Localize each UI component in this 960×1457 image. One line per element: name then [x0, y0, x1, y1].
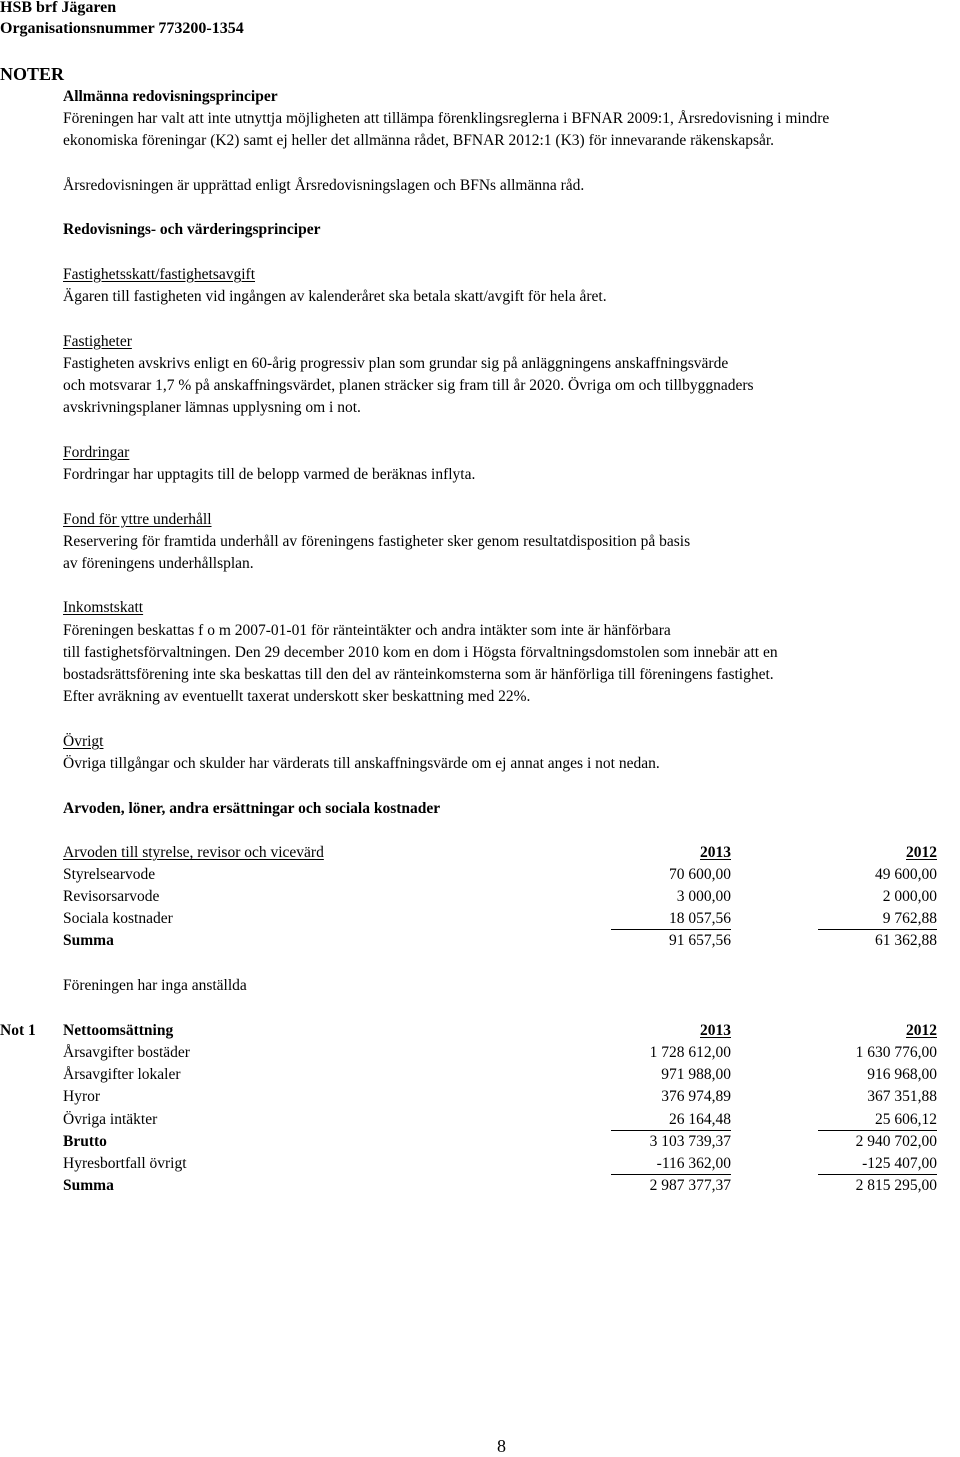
table-cell-2012: 9 762,88: [882, 910, 937, 927]
paragraph-line: och motsvarar 1,7 % på anskaffningsvärdet, planen sträcker sig fram till år 2020. Övriga om och tillbyggnaders: [63, 377, 754, 394]
table-cell-2013: 3 000,00: [676, 888, 731, 905]
vacancy-2012: -125 407,00: [862, 1155, 937, 1172]
table-cell-2013: 376 974,89: [661, 1088, 731, 1105]
section-heading-accounting-principles: Allmänna redovisningsprinciper: [63, 88, 278, 105]
subheading-other: Övrigt: [63, 733, 104, 750]
subheading-property-tax: Fastighetsskatt/fastighetsavgift: [63, 266, 256, 283]
table-total-2013: 91 657,56: [669, 932, 731, 949]
note-title: Nettoomsättning: [63, 1022, 174, 1039]
table-total-label: Summa: [63, 1177, 114, 1194]
paragraph-line: av föreningens underhållsplan.: [63, 555, 254, 572]
table-row-label: Övriga intäkter: [63, 1111, 158, 1128]
table-cell-2013: 971 988,00: [661, 1066, 731, 1083]
table-total-2013: 2 987 377,37: [649, 1177, 731, 1194]
table-row-label: Årsavgifter lokaler: [63, 1066, 181, 1083]
subheading-receivables: Fordringar: [63, 444, 130, 461]
paragraph-line: Efter avräkning av eventuellt taxerat underskott sker beskattning med 22%.: [63, 688, 531, 705]
paragraph-line: Årsredovisningen är upprättad enligt Årsredovisningslagen och BFNs allmänna råd.: [63, 177, 585, 194]
org-number: Organisationsnummer 773200-1354: [0, 20, 244, 37]
note-label: Not 1: [0, 1022, 36, 1039]
table-cell-2013: 1 728 612,00: [649, 1044, 731, 1061]
paragraph-line: Övriga tillgångar och skulder har värderats till anskaffningsvärde om ej annat anges i not nedan.: [63, 755, 660, 772]
compensation-table-title: Arvoden till styrelse, revisor och vicevärd: [63, 844, 324, 861]
org-name: HSB brf Jägaren: [0, 0, 117, 16]
section-heading-compensation: Arvoden, löner, andra ersättningar och sociala kostnader: [63, 800, 441, 817]
table-total-2012: 61 362,88: [875, 932, 937, 949]
table-cell-2013: 70 600,00: [669, 866, 731, 883]
vacancy-2013: -116 362,00: [656, 1155, 731, 1172]
table-cell-2013: 26 164,48: [669, 1111, 731, 1128]
table-row-label: Sociala kostnader: [63, 910, 173, 927]
table-row-label: Årsavgifter bostäder: [63, 1044, 190, 1061]
paragraph-line: till fastighetsförvaltningen. Den 29 december 2010 kom en dom i Högsta förvaltningsdomstolen som innebär att en: [63, 644, 778, 661]
no-employees-note: Föreningen har inga anställda: [63, 977, 247, 994]
table-cell-2012: 367 351,88: [867, 1088, 937, 1105]
paragraph-line: Fastigheten avskrivs enligt en 60-årig progressiv plan som grundar sig på anläggningens anskaffningsvärde: [63, 355, 729, 372]
table-row-label: Styrelsearvode: [63, 866, 156, 883]
gross-2013: 3 103 739,37: [649, 1133, 731, 1150]
table-total-2012: 2 815 295,00: [855, 1177, 937, 1194]
table-total-label: Summa: [63, 932, 114, 949]
table-cell-2013: 18 057,56: [669, 910, 731, 927]
paragraph-line: Föreningen har valt att inte utnyttja möjligheten att tillämpa förenklingsreglerna i BFNAR 2009:1, Årsredovisning i mindre: [63, 110, 830, 127]
paragraph-line: avskrivningsplaner lämnas upplysning om i not.: [63, 399, 361, 416]
paragraph-line: Ägaren till fastigheten vid ingången av kalenderåret ska betala skatt/avgift för hela året.: [63, 288, 607, 305]
paragraph-line: Reservering för framtida underhåll av föreningens fastigheter sker genom resultatdisposition på basis: [63, 533, 691, 550]
page-number: 8: [497, 1436, 506, 1456]
gross-label: Brutto: [63, 1133, 107, 1150]
paragraph-line: Fordringar har upptagits till de belopp varmed de beräknas inflyta.: [63, 466, 476, 483]
note-year-2013: 2013: [700, 1022, 731, 1039]
subheading-maintenance-fund: Fond för yttre underhåll: [63, 511, 212, 528]
page-title: NOTER: [0, 64, 65, 84]
subheading-income-tax: Inkomstskatt: [63, 599, 144, 616]
gross-2012: 2 940 702,00: [855, 1133, 937, 1150]
paragraph-line: Föreningen beskattas f o m 2007-01-01 för ränteintäkter och andra intäkter som inte är hänförbara: [63, 622, 671, 639]
table-row-label: Revisorsarvode: [63, 888, 160, 905]
table-cell-2012: 25 606,12: [875, 1111, 937, 1128]
paragraph-line: ekonomiska föreningar (K2) samt ej heller det allmänna rådet, BFNAR 2012:1 (K3) för innevarande räkenskapsår.: [63, 132, 775, 149]
compensation-year-2013: 2013: [700, 844, 731, 861]
paragraph-line: bostadsrättsförening inte ska beskattas till den del av ränteinkomsterna som är hänförliga till föreningens fastighet.: [63, 666, 774, 683]
table-cell-2012: 1 630 776,00: [855, 1044, 937, 1061]
table-row-label: Hyresbortfall övrigt: [63, 1155, 187, 1172]
table-row-label: Hyror: [63, 1088, 101, 1105]
table-cell-2012: 2 000,00: [882, 888, 937, 905]
note-year-2012: 2012: [906, 1022, 937, 1039]
compensation-year-2012: 2012: [906, 844, 937, 861]
table-cell-2012: 916 968,00: [867, 1066, 937, 1083]
section-heading-valuation-principles: Redovisnings- och värderingsprinciper: [63, 221, 321, 238]
subheading-properties: Fastigheter: [63, 333, 132, 350]
table-cell-2012: 49 600,00: [875, 866, 937, 883]
